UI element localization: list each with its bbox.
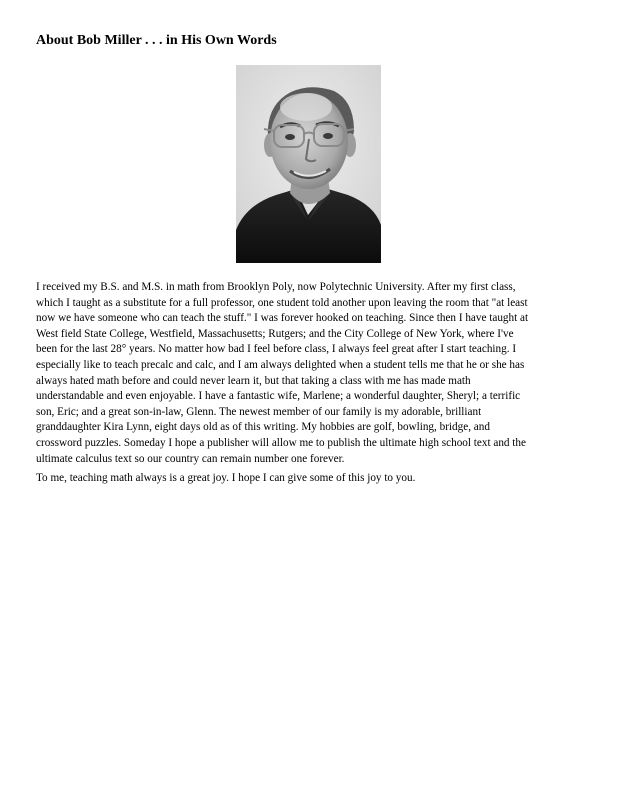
- text-line: To me, teaching math always is a great joy. I hope I can give some of this joy to you.: [36, 472, 416, 484]
- text-line: son, Eric; and a great son-in-law, Glenn. The newest member of our family is my adorable, brilliant: [36, 405, 482, 418]
- portrait-photo-icon: [236, 65, 381, 263]
- text-line: which I taught as a substitute for a full professor, one student told another upon leaving the room that "at least: [36, 296, 528, 309]
- page-title: About Bob Miller . . . in His Own Words: [36, 33, 277, 48]
- text-line: West field State College, Westfield, Massachusetts; Rutgers; and the City College of New York, where I've: [36, 327, 514, 340]
- closing-paragraph: [36, 471, 584, 487]
- text-line: understandable and even enjoyable. I have a fantastic wife, Marlene; a wonderful daughter, Sheryl; a terrific: [36, 390, 521, 403]
- text-line: especially like to teach precalc and calc, and I am always delighted when a student tells me that he or she has: [36, 358, 525, 371]
- text-line: granddaughter Kira Lynn, eight days old as of this writing. My hobbies are golf, bowling, bridge, and: [36, 421, 490, 434]
- text-line: crossword puzzles. Someday I hope a publisher will allow me to publish the ultimate high school text and the: [36, 436, 526, 449]
- text-line: been for the last 28° years. No matter how bad I feel before class, I always feel great after I start teaching. I: [36, 343, 517, 356]
- author-photo: [236, 65, 381, 263]
- text-line: now we have someone who can teach the stuff." I was forever hooked on teaching. Since then I have taught at: [36, 312, 529, 325]
- text-line: I received my B.S. and M.S. in math from Brooklyn Poly, now Polytechnic University. After my first class,: [36, 281, 516, 293]
- text-line: ultimate calculus text so our country can remain number one forever.: [36, 452, 345, 465]
- bio-paragraph: [36, 280, 584, 467]
- text-line: always hated math before and could never learn it, but that taking a class with me has made math: [36, 374, 471, 387]
